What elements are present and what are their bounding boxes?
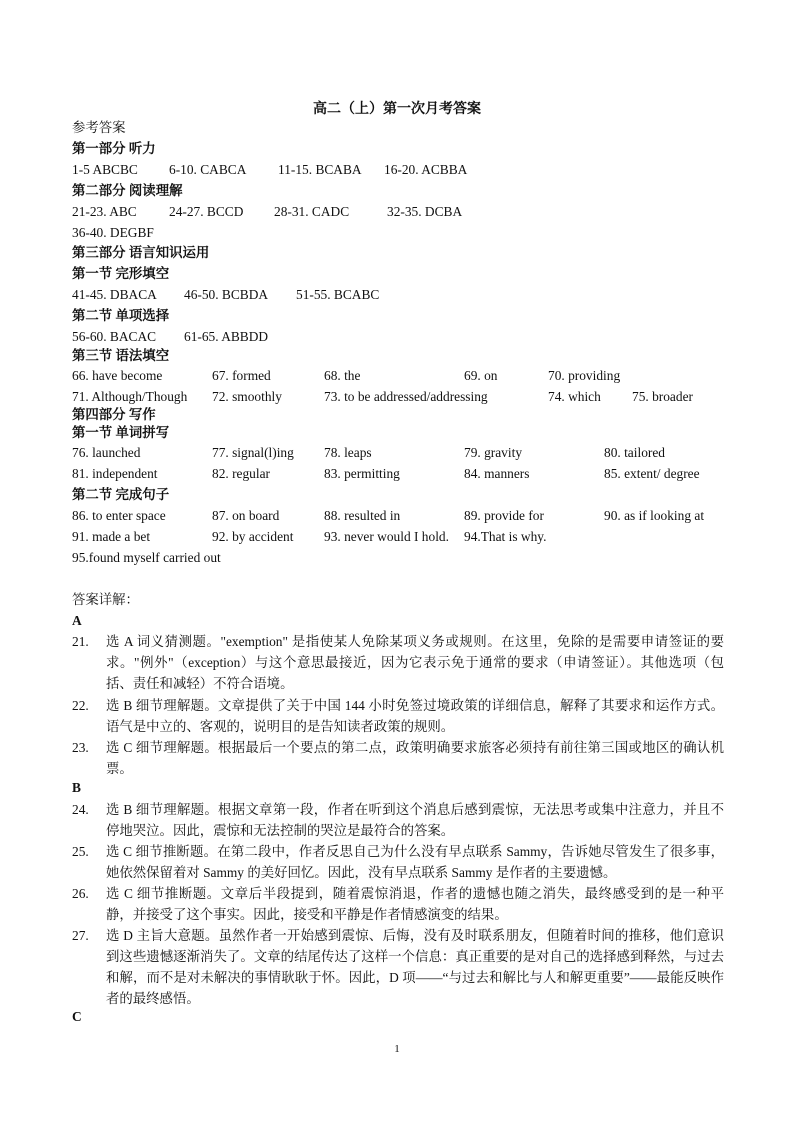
- sentence-row-last: 95.found myself carried out: [72, 550, 221, 565]
- answer-item: 80. tailored: [604, 445, 665, 460]
- answer-item: 92. by accident: [212, 529, 294, 544]
- question-explanation: 选 B 细节理解题。文章提供了关于中国 144 小时免签过境政策的详细信息，解释了其要求和运作方式。语气是中立的、客观的，说明目的是告知读者政策的规则。: [106, 698, 724, 734]
- answer-group: 11-15. BCABA: [278, 162, 362, 177]
- answer-item: 76. launched: [72, 445, 141, 460]
- part3-heading: 第三部分 语言知识运用: [72, 245, 210, 260]
- answer-item: 68. the: [324, 368, 361, 383]
- page-number: 1: [394, 1043, 400, 1055]
- answer-item: 78. leaps: [324, 445, 372, 460]
- reference-answers-label: 参考答案: [72, 120, 126, 135]
- answer-item: 75. broader: [632, 389, 693, 404]
- part1-answers: [72, 160, 732, 180]
- part4-heading: 第四部分 写作: [72, 407, 156, 422]
- question-number: 24.: [72, 802, 89, 817]
- answer-item: 79. gravity: [464, 445, 523, 460]
- answer-group: 61-65. ABBDD: [184, 329, 269, 344]
- answer-group: 51-55. BCABC: [296, 287, 380, 302]
- answer-item: 94.That is why.: [464, 529, 547, 544]
- part4-sec2-heading: 第二节 完成句子: [72, 487, 170, 502]
- part3-sec1-answers: [72, 285, 732, 305]
- part4-sec1-heading: 第一节 单词拼写: [72, 425, 170, 440]
- answer-group: 21-23. ABC: [72, 204, 137, 219]
- question-explanation: 选 C 细节推断题。在第二段中，作者反思自己为什么没有早点联系 Sammy，告诉她尽管发生了很多事，她依然保留着对 Sammy 的美好回忆。因此，没有早点联系 Sammy 是作者的主要遗憾。: [106, 844, 724, 880]
- question-number: 23.: [72, 740, 89, 755]
- answer-item: 77. signal(l)ing: [212, 445, 294, 460]
- grammar-row: [72, 387, 732, 407]
- question-explanation: 选 B 细节理解题。根据文章第一段，作者在听到这个消息后感到震惊，无法思考或集中注意力，并且不停地哭泣。因此，震惊和无法控制的哭泣是最符合的答案。: [106, 802, 724, 838]
- answer-item: 88. resulted in: [324, 508, 401, 523]
- answer-group: 56-60. BACAC: [72, 329, 157, 344]
- answer-group: 28-31. CADC: [274, 204, 350, 219]
- answer-group: 16-20. ACBBA: [384, 162, 468, 177]
- part3-sec1-heading: 第一节 完形填空: [72, 266, 170, 281]
- question-number: 27.: [72, 928, 89, 943]
- question-number: 26.: [72, 886, 89, 901]
- question-explanation: 选 A 词义猜测题。"exemption" 是指使某人免除某项义务或规则。在这里，免除的是需要申请签证的要求。"例外"（exception）与这个意思最接近，因为它表示免于通常的要求（申请签证）。其他选项（包括、责任和减轻）不符合语境。: [106, 634, 724, 691]
- answer-item: 73. to be addressed/addressing: [324, 389, 488, 404]
- part2-heading: 第二部分 阅读理解: [72, 183, 183, 198]
- part2-answers-line2: 36-40. DEGBF: [72, 225, 154, 240]
- answer-item: 85. extent/ degree: [604, 466, 700, 481]
- answer-item: 71. Although/Though: [72, 389, 188, 404]
- question-explanation: 选 C 细节理解题。根据最后一个要点的第二点，政策明确要求旅客必须持有前往第三国或地区的确认机票。: [106, 740, 724, 776]
- answer-group: 6-10. CABCA: [169, 162, 247, 177]
- answer-item: 67. formed: [212, 368, 271, 383]
- section-b-label: B: [72, 780, 81, 795]
- part2-answers: [72, 202, 732, 222]
- spelling-row: [72, 464, 732, 484]
- sentence-row: [72, 527, 732, 547]
- answer-group: 24-27. BCCD: [169, 204, 244, 219]
- section-c-label: C: [72, 1009, 82, 1024]
- spelling-row: [72, 443, 732, 463]
- answer-item: 83. permitting: [324, 466, 400, 481]
- answer-item: 82. regular: [212, 466, 271, 481]
- question-number: 22.: [72, 698, 89, 713]
- answer-item: 69. on: [464, 368, 498, 383]
- answer-item: 87. on board: [212, 508, 280, 523]
- answer-item: 81. independent: [72, 466, 158, 481]
- answer-item: 66. have become: [72, 368, 163, 383]
- answer-item: 93. never would I hold.: [324, 529, 449, 544]
- answer-details-label: 答案详解：: [72, 592, 139, 607]
- answer-group: 41-45. DBACA: [72, 287, 157, 302]
- question-explanation: 选 D 主旨大意题。虽然作者一开始感到震惊、后悔，没有及时联系朋友，但随着时间的推移，他们意识到这些遗憾逐渐消失了。文章的结尾传达了这样一个信息：真正重要的是对自己的选择感到释然，与过去和解，而不是对未解决的事情耿耿于怀。因此，D 项——“与过去和解比与人和解更重要”——最能反映作者的最终感悟。: [106, 928, 724, 1006]
- part3-sec3-heading: 第三节 语法填空: [72, 348, 170, 363]
- answer-item: 89. provide for: [464, 508, 544, 523]
- answer-item: 84. manners: [464, 466, 530, 481]
- grammar-row: [72, 366, 732, 386]
- answer-group: 32-35. DCBA: [387, 204, 463, 219]
- answer-item: 74. which: [548, 389, 601, 404]
- answer-item: 91. made a bet: [72, 529, 151, 544]
- question-number: 21.: [72, 634, 89, 649]
- answer-item: 86. to enter space: [72, 508, 166, 523]
- part3-sec2-heading: 第二节 单项选择: [72, 308, 170, 323]
- sentence-row: [72, 506, 732, 526]
- question-explanation: 选 C 细节推断题。文章后半段提到，随着震惊消退，作者的遗憾也随之消失，最终感受到的是一种平静，并接受了这个事实。因此，接受和平静是作者情感演变的结果。: [106, 886, 724, 922]
- answer-group: 1-5 ABCBC: [72, 162, 138, 177]
- section-a-label: A: [72, 613, 82, 628]
- answer-item: 70. providing: [548, 368, 621, 383]
- question-number: 25.: [72, 844, 89, 859]
- answer-group: 46-50. BCBDA: [184, 287, 269, 302]
- answer-item: 90. as if looking at: [604, 508, 705, 523]
- part3-sec2-answers: [72, 327, 732, 347]
- part1-heading: 第一部分 听力: [72, 141, 156, 156]
- document-title: 高二（上）第一次月考答案: [313, 102, 481, 117]
- answer-item: 72. smoothly: [212, 389, 282, 404]
